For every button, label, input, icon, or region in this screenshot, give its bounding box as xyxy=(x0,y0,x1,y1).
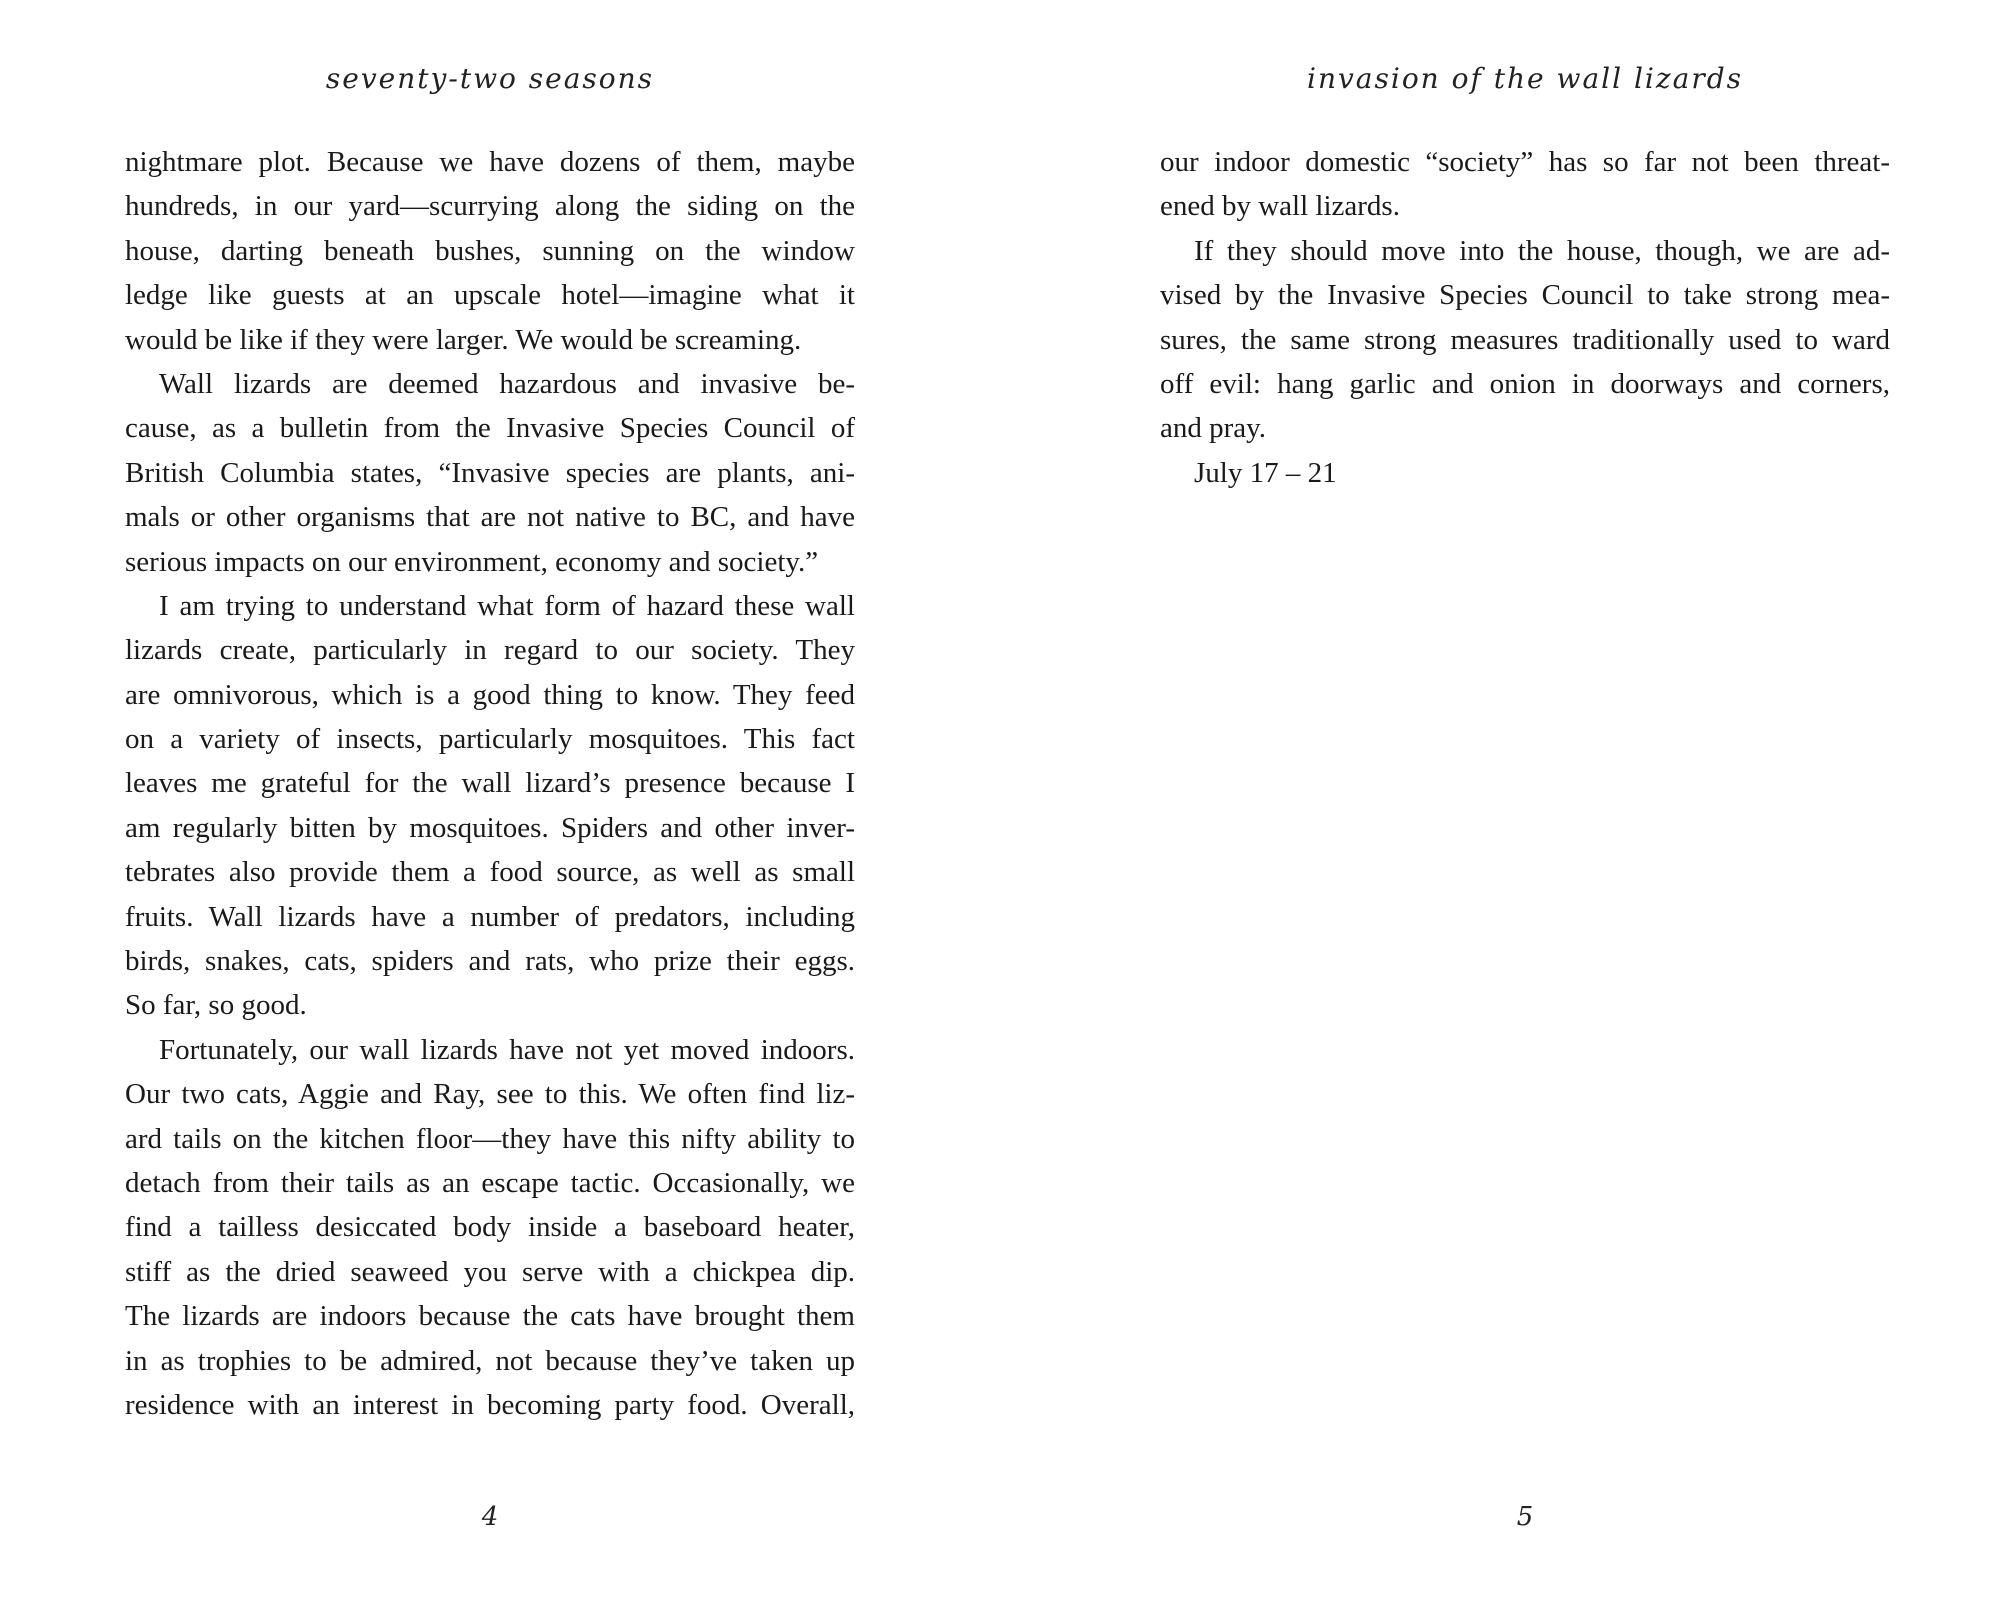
body-line: birds, snakes, cats, spiders and rats, who prize their eggs. xyxy=(125,945,855,978)
body-line: detach from their tails as an escape tactic. Occasionally, we xyxy=(125,1166,855,1199)
body-line: I am trying to understand what form of hazard these wall xyxy=(159,589,855,622)
body-line: leaves me grateful for the wall lizard’s presence because I xyxy=(125,767,855,800)
body-line: mals or other organisms that are not native to BC, and have xyxy=(125,501,855,534)
body-line: would be like if they were larger. We would be screaming. xyxy=(125,323,802,356)
page-number-right: 5 xyxy=(1516,1502,1534,1532)
body-line: Our two cats, Aggie and Ray, see to this. We often find liz- xyxy=(125,1078,855,1111)
body-line: find a tailless desiccated body inside a baseboard heater, xyxy=(125,1211,855,1244)
body-line: lizards create, particularly in regard to our society. They xyxy=(125,634,855,667)
body-line: stiff as the dried seaweed you serve with a chickpea dip. xyxy=(125,1255,855,1288)
body-line: So far, so good. xyxy=(125,989,307,1022)
body-line: cause, as a bulletin from the Invasive Species Council of xyxy=(125,412,855,445)
body-line: in as trophies to be admired, not because they’ve taken up xyxy=(125,1344,855,1377)
body-line: ledge like guests at an upscale hotel—imagine what it xyxy=(125,279,855,312)
body-line: vised by the Invasive Species Council to take strong mea- xyxy=(1160,279,1890,312)
body-line: our indoor domestic “society” has so far not been threat- xyxy=(1160,146,1890,178)
body-line: and pray. xyxy=(1160,412,1267,445)
body-line: serious impacts on our environment, economy and society.” xyxy=(125,545,819,578)
right-page-body xyxy=(1160,140,1890,495)
body-line: tebrates also provide them a food source, as well as small xyxy=(125,856,855,889)
body-line: ard tails on the kitchen floor—they have this nifty ability to xyxy=(125,1122,855,1155)
left-page-body xyxy=(125,140,855,1427)
body-line: British Columbia states, “Invasive species are plants, ani- xyxy=(125,456,855,489)
body-line: are omnivorous, which is a good thing to know. They feed xyxy=(125,678,855,711)
running-head-left: seventy-two seasons xyxy=(325,62,655,95)
body-line: off evil: hang garlic and onion in doorways and corners, xyxy=(1160,367,1890,400)
body-line: on a variety of insects, particularly mosquitoes. This fact xyxy=(125,723,855,756)
body-line: am regularly bitten by mosquitoes. Spiders and other inver- xyxy=(125,811,855,844)
page-number-left: 4 xyxy=(481,1502,499,1532)
running-head-right: invasion of the wall lizards xyxy=(1307,62,1743,95)
body-line: hundreds, in our yard—scurrying along the siding on the xyxy=(125,190,855,223)
dateline: July 17 – 21 xyxy=(1194,456,1337,489)
body-line: nightmare plot. Because we have dozens of them, maybe xyxy=(125,146,855,178)
right-page xyxy=(1000,0,2000,1600)
body-line: Fortunately, our wall lizards have not yet moved indoors. xyxy=(159,1033,855,1066)
body-line: If they should move into the house, though, we are ad- xyxy=(1194,234,1890,267)
body-line: Wall lizards are deemed hazardous and invasive be- xyxy=(159,367,855,400)
body-line: residence with an interest in becoming party food. Overall, xyxy=(125,1388,855,1421)
body-line: fruits. Wall lizards have a number of predators, including xyxy=(125,900,855,933)
body-line: The lizards are indoors because the cats have brought them xyxy=(125,1300,855,1333)
body-line: sures, the same strong measures traditionally used to ward xyxy=(1160,323,1890,356)
body-line: house, darting beneath bushes, sunning on the window xyxy=(125,234,855,267)
body-line: ened by wall lizards. xyxy=(1160,190,1400,223)
